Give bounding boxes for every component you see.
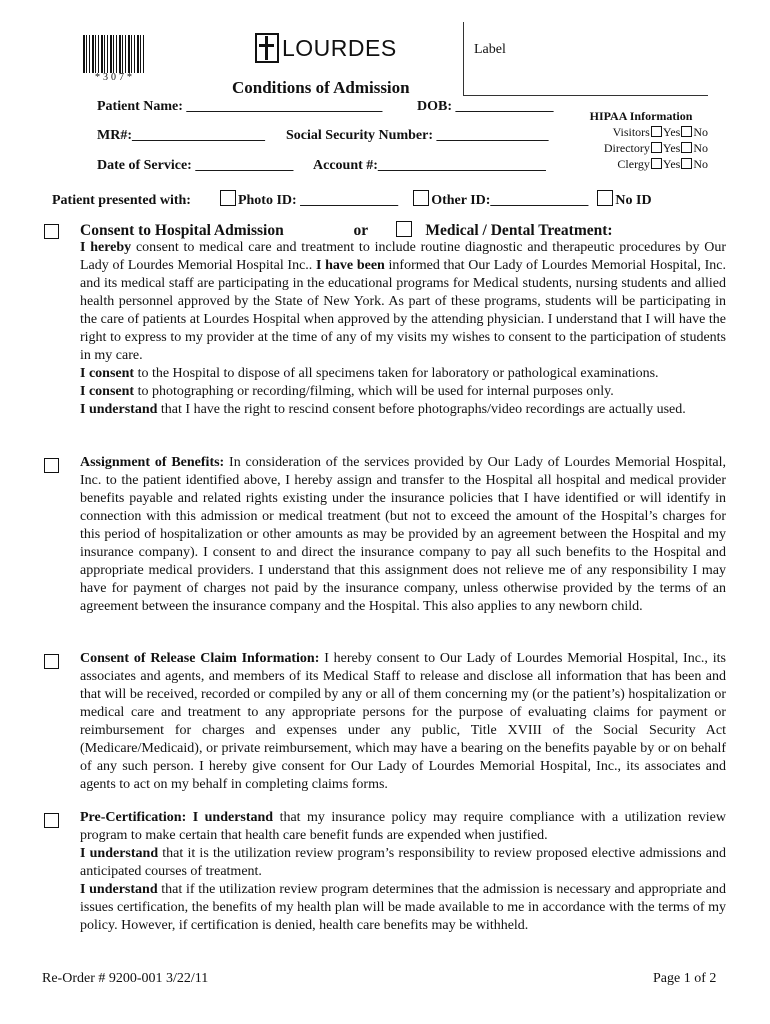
release-paragraph: Consent of Release Claim Information: I hereby consent to Our Lady of Lourdes Memorial Hospital, Inc., its associates and agents, and members of its Medical Staff to release and disclose all information that has been and that will be received, recorded or compiled by any or all of them concerning my (or the patient’s) hospitalization or medical care and treatment to any appropriate persons for the purpose of evaluating claims for payment or reimbursement for charges and expenses under any public, Title XVIII of the Social Security Act (Medicare/Medicaid), or private reimbursement, which may have a bearing on the benefits payable by or on behalf of any such person. I hereby give consent for Our Lady of Lourdes Memorial Hospital, Inc., its associates and agents to act on my behalf in completing claims forms.	[80, 651, 726, 792]
release-heading: Consent of Release Claim Information:	[80, 651, 320, 666]
yes-label: Yes	[662, 125, 681, 139]
no-id-label: No ID	[615, 193, 652, 208]
hipaa-row-clergy	[574, 156, 708, 172]
patient-presented-with	[52, 190, 652, 209]
consent-paragraph: I hereby consent to medical care and treatment to include routine diagnostic and therapeutic procedures by Our Lady of Lourdes Memorial Hospital Inc.. I have been informed that Our Lady of Lourdes Memorial Hospital, Inc. and its medical staff are participating in the educational programs for Medical students, nursing students and allied health personnel approved by the State of New York. As part of these programs, students will be participating in the care of patients at Lourdes Hospital when approved by the attending physician. I understand that I will have the right to express to my provider at the time of any of my visits my wishes to consent to the participation of students in my care. I consent to the Hospital to dispose of all specimens taken for laboratory or pathological examinations. I consent to photographing or recording/filming, which will be used for internal purposes only. I understand that I have the right to rescind consent before photographs/video recordings are actually used.	[80, 240, 727, 417]
photo-id-checkbox[interactable]	[220, 190, 236, 206]
checkbox[interactable]	[651, 126, 662, 137]
mr-field[interactable]: MR#:___________________	[97, 128, 265, 143]
label-area-underline	[463, 95, 708, 96]
checkbox[interactable]	[651, 142, 662, 153]
lourdes-logo	[255, 30, 397, 66]
consent-admission-label: Consent to Hospital Admission	[80, 222, 284, 239]
benefits-heading: Assignment of Benefits:	[80, 455, 225, 470]
medical-treatment-label: Medical / Dental Treatment:	[425, 222, 613, 239]
no-id-checkbox[interactable]	[597, 190, 613, 206]
release-checkbox[interactable]	[44, 654, 59, 669]
hipaa-label: Directory	[603, 141, 650, 155]
page-title: Conditions of Admission	[232, 78, 410, 97]
precert-checkbox[interactable]	[44, 813, 59, 828]
hipaa-label: Clergy	[617, 157, 650, 171]
label-area-text: Label	[474, 42, 506, 57]
date-of-service-field[interactable]: Date of Service: ______________	[97, 158, 294, 173]
cross-icon	[255, 33, 279, 63]
or-label: or	[353, 222, 368, 239]
benefits-checkbox[interactable]	[44, 458, 59, 473]
checkbox[interactable]	[681, 142, 692, 153]
yes-label: Yes	[662, 141, 681, 155]
consent-heading	[80, 221, 613, 240]
account-field[interactable]: Account #:________________________	[313, 158, 546, 173]
consent-checkbox[interactable]	[44, 224, 59, 239]
hipaa-title: HIPAA Information	[589, 109, 693, 123]
other-id-checkbox[interactable]	[413, 190, 429, 206]
hipaa-label: Visitors	[612, 125, 650, 139]
benefits-paragraph: Assignment of Benefits: In consideration of the services provided by Our Lady of Lourdes Memorial Hospital, Inc. to the patient identified above, I hereby assign and transfer to the Hospital all hospital and medical provider benefits payable and related rights existing under the insurance policies that I have identified or will identify in connection with this admission or medical treatment (but not to exceed the amount of the Hospital’s charges for this period of hospitalization or other amounts as may be provided by an agreement between the Hospital and my insurance company). I consent to and direct the insurance company to pay all such benefits to the Hospital and appropriate medical providers. I understand that this assignment does not relieve me of any responsibility I may have for payment of charges not paid by the insurance company, unless otherwise provided by the terms of an agreement between the insurance company and the Hospital. This also applies to any newborn child.	[80, 455, 726, 614]
checkbox[interactable]	[681, 158, 692, 169]
reorder-number: Re-Order # 9200-001 3/22/11	[42, 971, 209, 986]
other-id-field[interactable]: Other ID:______________	[431, 193, 589, 208]
checkbox[interactable]	[681, 126, 692, 137]
yes-label: Yes	[662, 157, 681, 171]
barcode	[83, 35, 145, 73]
checkbox[interactable]	[651, 158, 662, 169]
patient-name-field[interactable]: Patient Name: ____________________________	[97, 99, 383, 114]
barcode-number: *307*	[95, 72, 135, 83]
page-number: Page 1 of 2	[653, 971, 717, 986]
no-label: No	[693, 141, 708, 155]
logo-text: LOURDES	[282, 34, 397, 61]
medical-treatment-checkbox[interactable]	[396, 221, 412, 237]
dob-field[interactable]: DOB: ______________	[417, 99, 554, 114]
no-label: No	[693, 157, 708, 171]
presented-label: Patient presented with:	[52, 193, 191, 208]
precert-heading: Pre-Certification: I understand	[80, 810, 274, 825]
hipaa-information	[574, 108, 708, 172]
hipaa-row-directory	[574, 140, 708, 156]
ssn-field[interactable]: Social Security Number: ________________	[286, 128, 549, 143]
hipaa-row-visitors	[574, 124, 708, 140]
photo-id-field[interactable]: Photo ID: ______________	[237, 193, 399, 208]
precert-paragraph: Pre-Certification: I understand that my insurance policy may require compliance with a utilization review program to make certain that health care benefit funds are expended when justified. I understand that it is the utilization review program’s responsibility to review proposed elective admissions and anticipated courses of treatment. I understand that if the utilization review program determines that the admission is necessary and appropriate and issues certification, the benefits of my health plan will be made available to me in accordance with the terms of my policy. However, if certification is denied, health care benefits may be withheld.	[80, 810, 727, 933]
no-label: No	[693, 125, 708, 139]
label-area-border	[463, 22, 464, 96]
